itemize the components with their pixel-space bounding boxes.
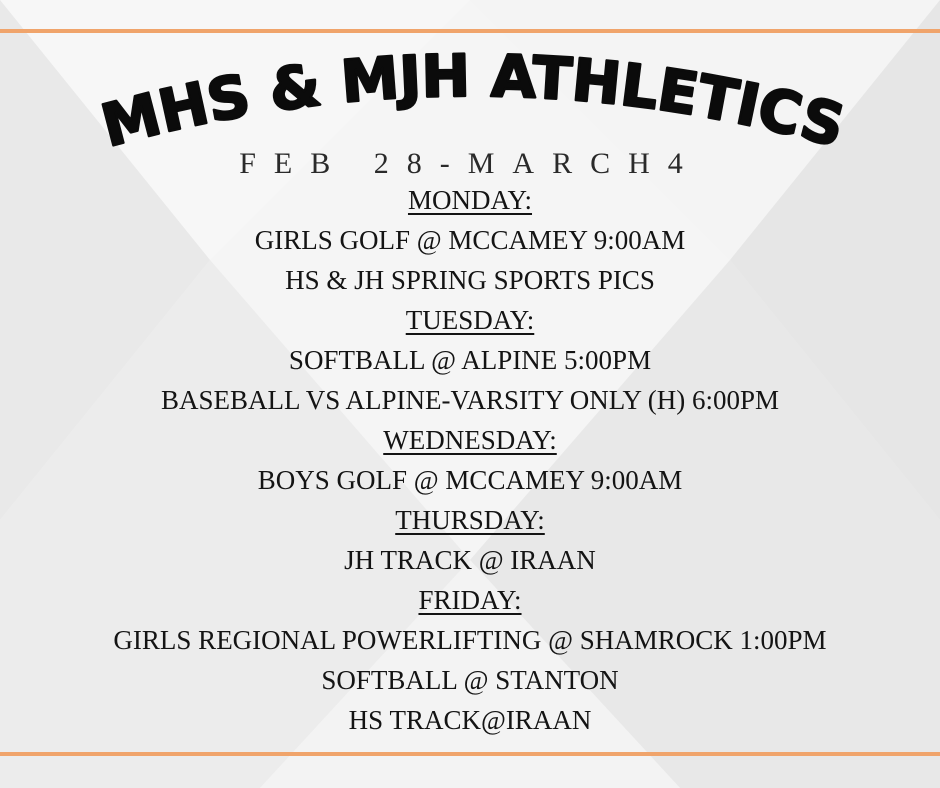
event-item: BASEBALL VS ALPINE-VARSITY ONLY (H) 6:00PM xyxy=(160,385,780,415)
svg-text:MHS & MJH ATHLETICS xyxy=(95,42,852,161)
event-item: GIRLS GOLF @ MCCAMEY 9:00AM xyxy=(254,225,686,255)
day-heading: THURSDAY: xyxy=(395,505,545,535)
top-accent-line xyxy=(0,29,940,33)
date-range: FEB 28-MARCH4 xyxy=(239,147,701,180)
day-heading: WEDNESDAY: xyxy=(383,425,557,455)
event-item: SOFTBALL @ STANTON xyxy=(321,665,619,695)
page-title: MHS & MJH ATHLETICS xyxy=(94,41,852,161)
bottom-accent-line xyxy=(0,752,940,756)
day-heading: MONDAY: xyxy=(407,185,533,215)
schedule-list xyxy=(0,180,940,740)
day-heading: TUESDAY: xyxy=(405,305,535,335)
event-item: BOYS GOLF @ MCCAMEY 9:00AM xyxy=(257,465,683,495)
event-item: HS & JH SPRING SPORTS PICS xyxy=(285,265,655,295)
event-item: SOFTBALL @ ALPINE 5:00PM xyxy=(288,345,652,375)
event-item: HS TRACK@IRAAN xyxy=(348,705,592,735)
event-item: GIRLS REGIONAL POWERLIFTING @ SHAMROCK 1:00PM xyxy=(113,625,827,655)
day-heading: FRIDAY: xyxy=(418,585,522,615)
event-item: JH TRACK @ IRAAN xyxy=(344,545,596,575)
